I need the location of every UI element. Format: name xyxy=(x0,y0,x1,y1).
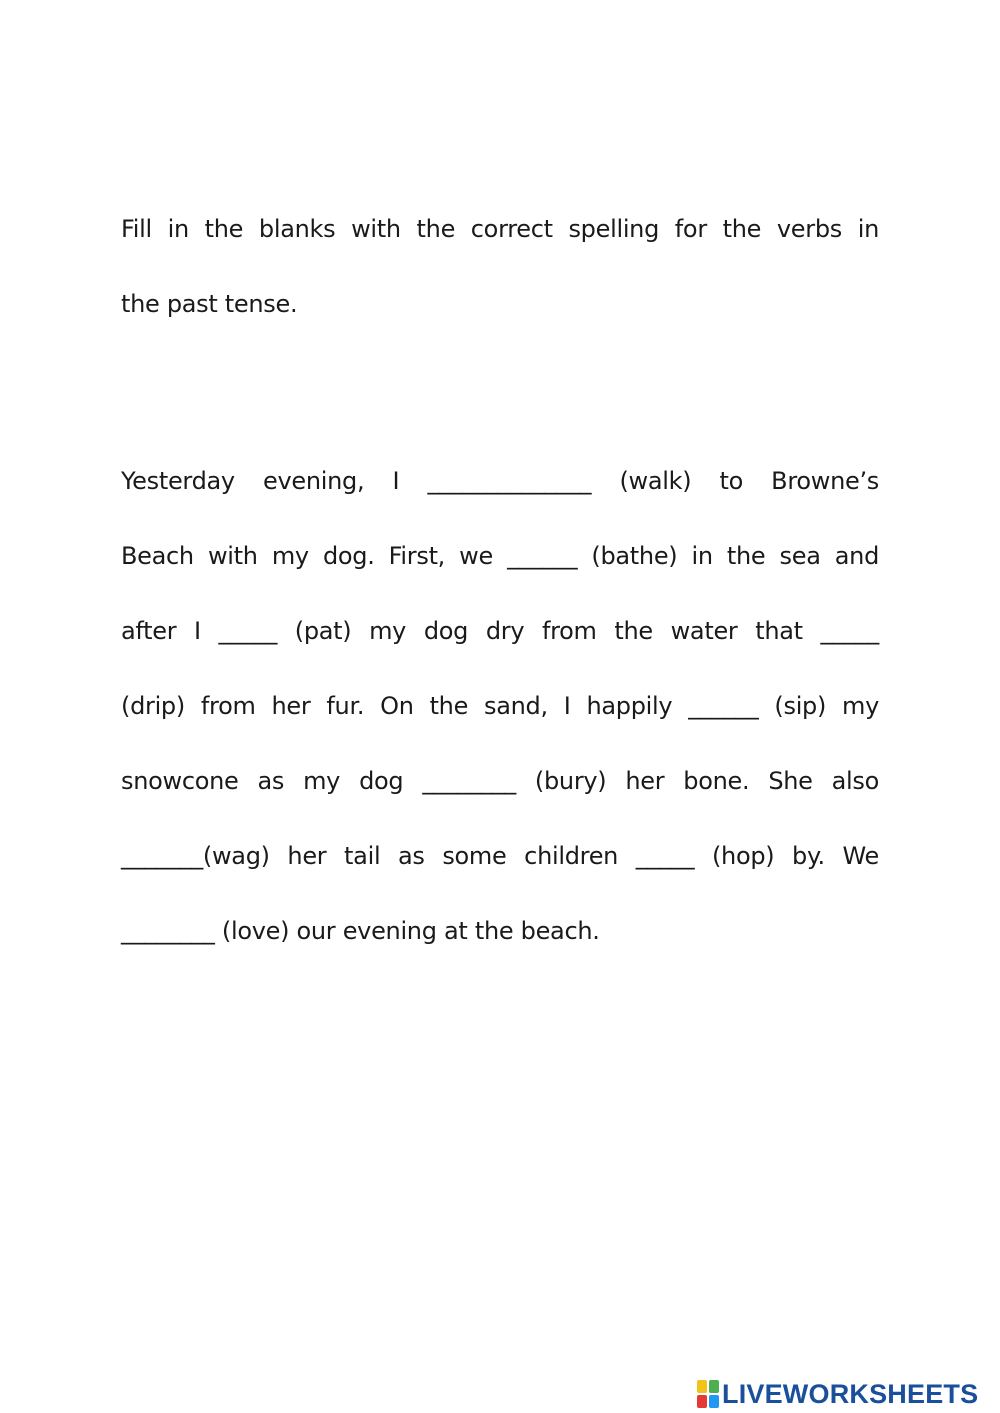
passage-line-5: snowcone as my dog ________ (bury) her bone. She also xyxy=(121,767,879,795)
passage-line-1: Yesterday evening, I ______________ (walk) to Browne’s xyxy=(121,467,879,495)
passage-line-4: (drip) from her fur. On the sand, I happily ______ (sip) my xyxy=(121,692,879,720)
passage-line-6: _______(wag) her tail as some children _____ (hop) by. We xyxy=(121,842,879,870)
instructions-line-1: Fill in the blanks with the correct spelling for the verbs in xyxy=(121,215,879,243)
passage-line-2: Beach with my dog. First, we ______ (bathe) in the sea and xyxy=(121,542,879,570)
liveworksheets-logo xyxy=(697,1377,978,1411)
liveworksheets-logo-icon xyxy=(697,1380,719,1408)
passage-line-3: after I _____ (pat) my dog dry from the water that _____ xyxy=(121,617,879,645)
logo-text: LIVEWORKSHEETS xyxy=(722,1379,979,1409)
instructions-line-2: the past tense. xyxy=(121,290,298,318)
passage-line-7: ________ (love) our evening at the beach. xyxy=(121,917,600,945)
